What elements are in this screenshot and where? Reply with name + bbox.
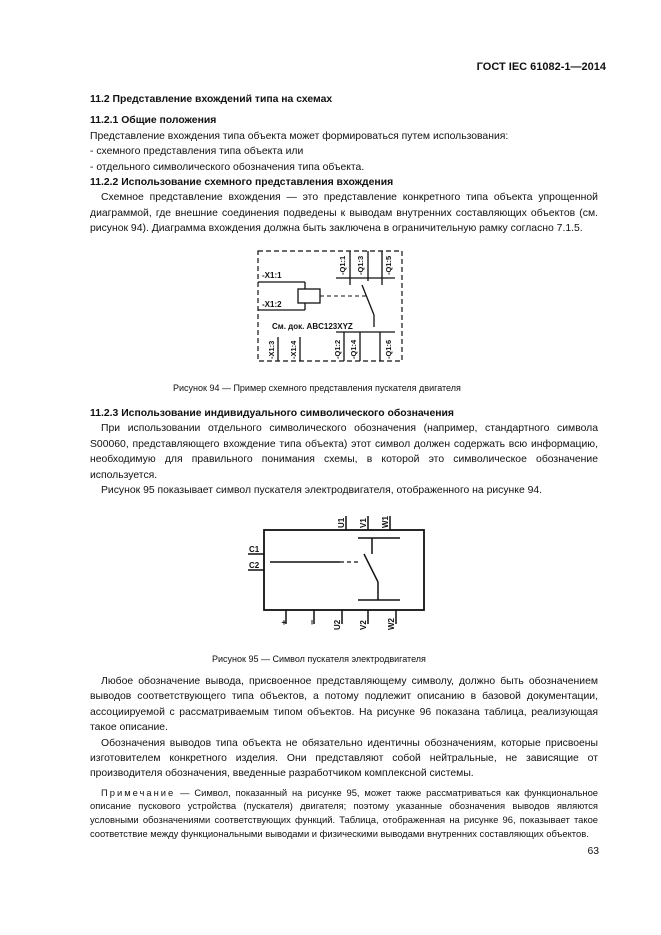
note-label: Примечание <box>101 786 176 798</box>
heading-11-2-3: 11.2.3 Использование индивидуального символического обозначения <box>90 408 454 419</box>
label-minus: − <box>307 619 317 625</box>
label-x1-1: -X1:1 <box>262 271 282 280</box>
section-body-2 <box>90 674 598 840</box>
paragraph-5: Любое обозначение вывода, присвоенное представляющему символу, должно быть обозначением выводов соответствующего типа объектов, а потому подлежит описанию в базовой документации, ассоциируемой с рассматриваемым типом объектов. На рисунке 96 показана таблица, реализующая такое описание. <box>90 676 598 734</box>
page-number: 63 <box>587 846 599 857</box>
paragraph-2: Схемное представление вхождения — это представление конкретного типа объекта упрощенной диаграммой, где внешние соединения подведены к выводам внутренних составляющих объектов (см. рисунок 94). Диаграмма вхождения должна быть заключена в ограничительную рамку согласно 7.1.5. <box>90 192 598 235</box>
label-plus: + <box>279 619 289 625</box>
paragraph-3: При использовании отдельного символического обозначения (например, стандартного символа S00060, представляющего вхождение типа объекта) этот символ должен содержать всю информацию, необходимую для правильного понимания схемы, в которой это символическое обозначение используется. <box>90 423 598 481</box>
figure-95 <box>240 508 430 633</box>
label-w2: W2 <box>387 618 396 630</box>
label-q1-5: -Q1:5 <box>384 255 393 275</box>
label-w1: W1 <box>381 516 390 528</box>
figure-94 <box>250 245 410 370</box>
paragraph-1: Представление вхождения типа объекта может формироваться путем использования: <box>90 130 509 142</box>
label-v2: V2 <box>359 620 368 630</box>
label-x1-4: -X1:4 <box>289 340 298 359</box>
label-u1: U1 <box>337 517 346 528</box>
list-item-2: - отдельного символического обозначения типа объекта. <box>90 161 365 173</box>
doc-header: ГОСТ IEC 61082-1—2014 <box>476 61 606 73</box>
label-q1-6: -Q1:6 <box>384 339 393 359</box>
paragraph-6: Обозначения выводов типа объекта не обязательно идентичны обозначениям, которые присвоены изготовителем конкретного изделия. Они представляют собой нейтральные, не зависящие от производителя обозначения, введенные разработчиком комплексной системы. <box>90 737 598 780</box>
list-item-1: - схемного представления типа объекта или <box>90 146 304 158</box>
label-q1-3: -Q1:3 <box>356 255 365 275</box>
label-q1-4: -Q1:4 <box>349 339 358 359</box>
label-q1-1: -Q1:1 <box>338 255 347 275</box>
note-text: — Символ, показанный на рисунке 95, может также рассматриваться как функциональное описание пускового устройства (пускателя) двигателя; поэтому указанные обозначения выводов являются условными обозначениями соответствующих функций. Таблица, отображенная на рисунке 96, показывает такое соответствие между функциональными выводами и физическими выводами внутренних составляющих объектов. <box>90 786 598 839</box>
heading-11-2-1: 11.2.1 Общие положения <box>90 115 217 127</box>
note <box>90 786 598 840</box>
label-c1: C1 <box>249 545 260 554</box>
heading-11-2: 11.2 Представление вхождений типа на схемах <box>90 94 333 105</box>
label-v1: V1 <box>359 518 368 528</box>
label-x1-3: -X1:3 <box>267 340 276 359</box>
section-11-2-3 <box>90 406 598 498</box>
section-11-2 <box>90 92 598 237</box>
heading-11-2-2: 11.2.2 Использование схемного представления вхождения <box>90 177 394 189</box>
caption-figure-94: Рисунок 94 — Пример схемного представления пускателя двигателя <box>173 383 461 393</box>
label-q1-2: -Q1:2 <box>333 339 342 359</box>
label-c2: C2 <box>249 561 260 570</box>
label-x1-2: -X1:2 <box>262 300 282 309</box>
label-u2: U2 <box>333 619 342 630</box>
label-ref: См. док. ABC123XYZ <box>272 322 353 331</box>
caption-figure-95: Рисунок 95 — Символ пускателя электродвигателя <box>212 654 426 664</box>
paragraph-4: Рисунок 95 показывает символ пускателя электродвигателя, отображенного на рисунке 94. <box>101 485 543 497</box>
